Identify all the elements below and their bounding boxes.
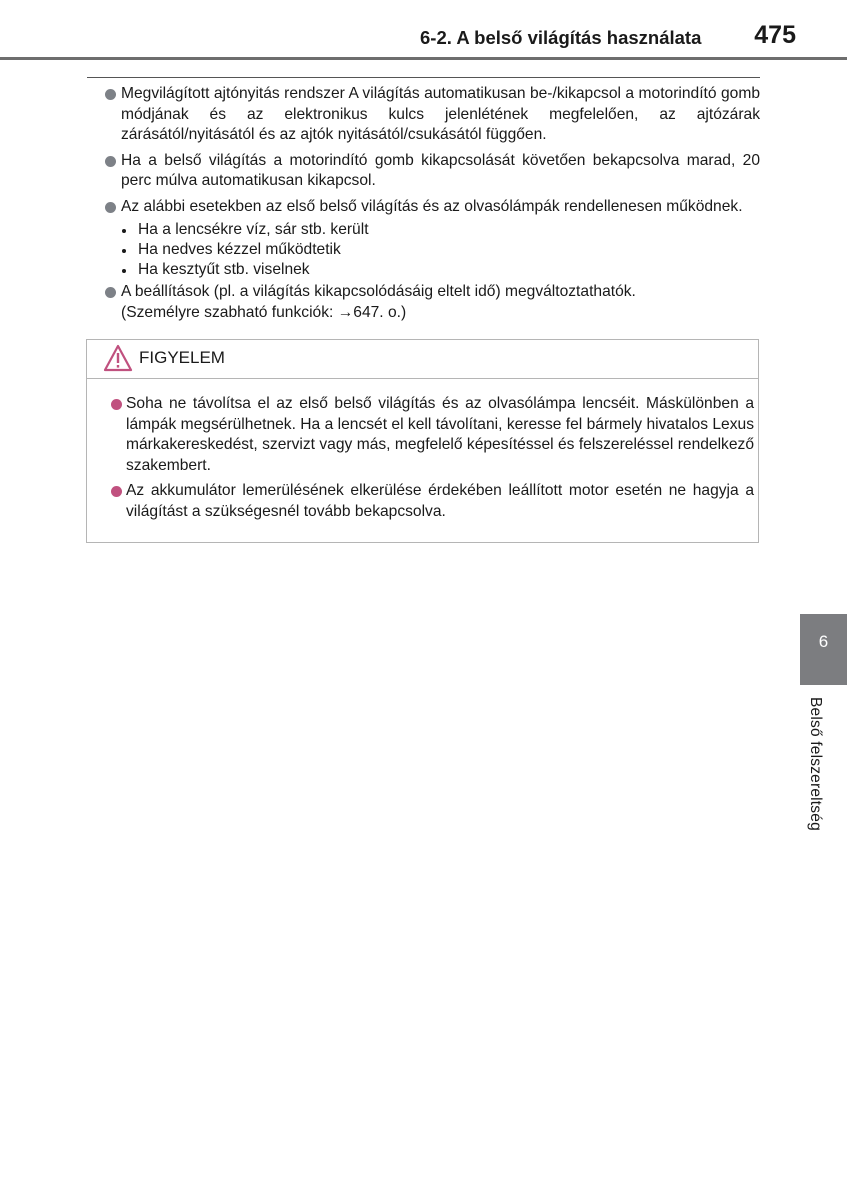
malfunction-conditions-list: [104, 220, 760, 280]
list-item-text: Ha kesztyűt stb. viselnek: [138, 261, 310, 278]
warning-item: [109, 394, 754, 476]
paragraph-text: Ha a belső világítás a motorindító gomb kikapcsolását követően bekapcsolva marad, 20 perc múlva automatikusan kikapcsol.: [121, 151, 760, 189]
chapter-tab[interactable]: [800, 614, 847, 685]
warning-body: [109, 394, 754, 527]
main-content: [104, 84, 760, 328]
paragraph-auto-off: [104, 151, 760, 192]
sub-bullet-icon: [122, 269, 126, 273]
warning-header: [87, 340, 758, 379]
warning-text: Az akkumulátor lemerülésének elkerülése érdekében leállított motor esetén ne hagyja a világítást a szükségesnél tovább bekapcsolva.: [126, 482, 754, 520]
paragraph-text: Az alábbi esetekben az első belső világítás és az olvasólámpák rendellenesen működnek.: [121, 197, 743, 215]
bullet-icon: [105, 156, 116, 167]
bullet-icon: [105, 202, 116, 213]
warning-bullet-icon: [111, 486, 122, 497]
customization-reference-link[interactable]: (Személyre szabható funkciók: →647. o.): [121, 303, 407, 321]
list-item: [104, 240, 760, 260]
paragraph-text: Megvilágított ajtónyitás rendszer A világítás automatikusan be-/kikapcsol a motorindító gomb módjának és az elektronikus kulcs jelenlétének megfelelően, az ajtózárak zárásától/nyitásától és az ajtók nyitásától/csukásától függően.: [121, 85, 760, 143]
warning-bullet-icon: [111, 399, 122, 410]
chapter-number: 6: [818, 632, 829, 651]
content-divider: [87, 77, 760, 78]
list-item: [104, 220, 760, 240]
list-item-text: Ha nedves kézzel működtetik: [138, 241, 341, 258]
warning-triangle-icon: [103, 344, 133, 377]
paragraph-illuminated-entry: [104, 84, 760, 146]
list-item: [104, 260, 760, 280]
paragraph-text-line1: A beállítások (pl. a világítás kikapcsolódásáig eltelt idő) megváltoztathatók.: [121, 283, 636, 300]
list-item-text: Ha a lencsékre víz, sár stb. került: [138, 221, 369, 238]
paragraph-settings: [104, 282, 760, 323]
warning-title: FIGYELEM: [139, 348, 225, 367]
sub-bullet-icon: [122, 229, 126, 233]
warning-item: [109, 481, 754, 522]
chapter-label: Belső felszereltség: [807, 697, 824, 831]
page-number: 475: [754, 21, 796, 49]
section-title: 6-2. A belső világítás használata: [420, 27, 702, 48]
sub-bullet-icon: [122, 249, 126, 253]
bullet-icon: [105, 89, 116, 100]
header-rule: [0, 57, 847, 60]
bullet-icon: [105, 287, 116, 298]
warning-box: [86, 339, 759, 543]
warning-text: Soha ne távolítsa el az első belső világítás és az olvasólámpa lencséit. Máskülönben a lámpák megsérülhetnek. Ha a lencsét el kell távolítani, keresse fel bármely hivatalos Lexus márkakereskedést, szervizt vagy más, megfelelő képesítéssel és felszereléssel rendelkező szakembert.: [126, 395, 754, 474]
paragraph-malfunction: [104, 197, 760, 218]
